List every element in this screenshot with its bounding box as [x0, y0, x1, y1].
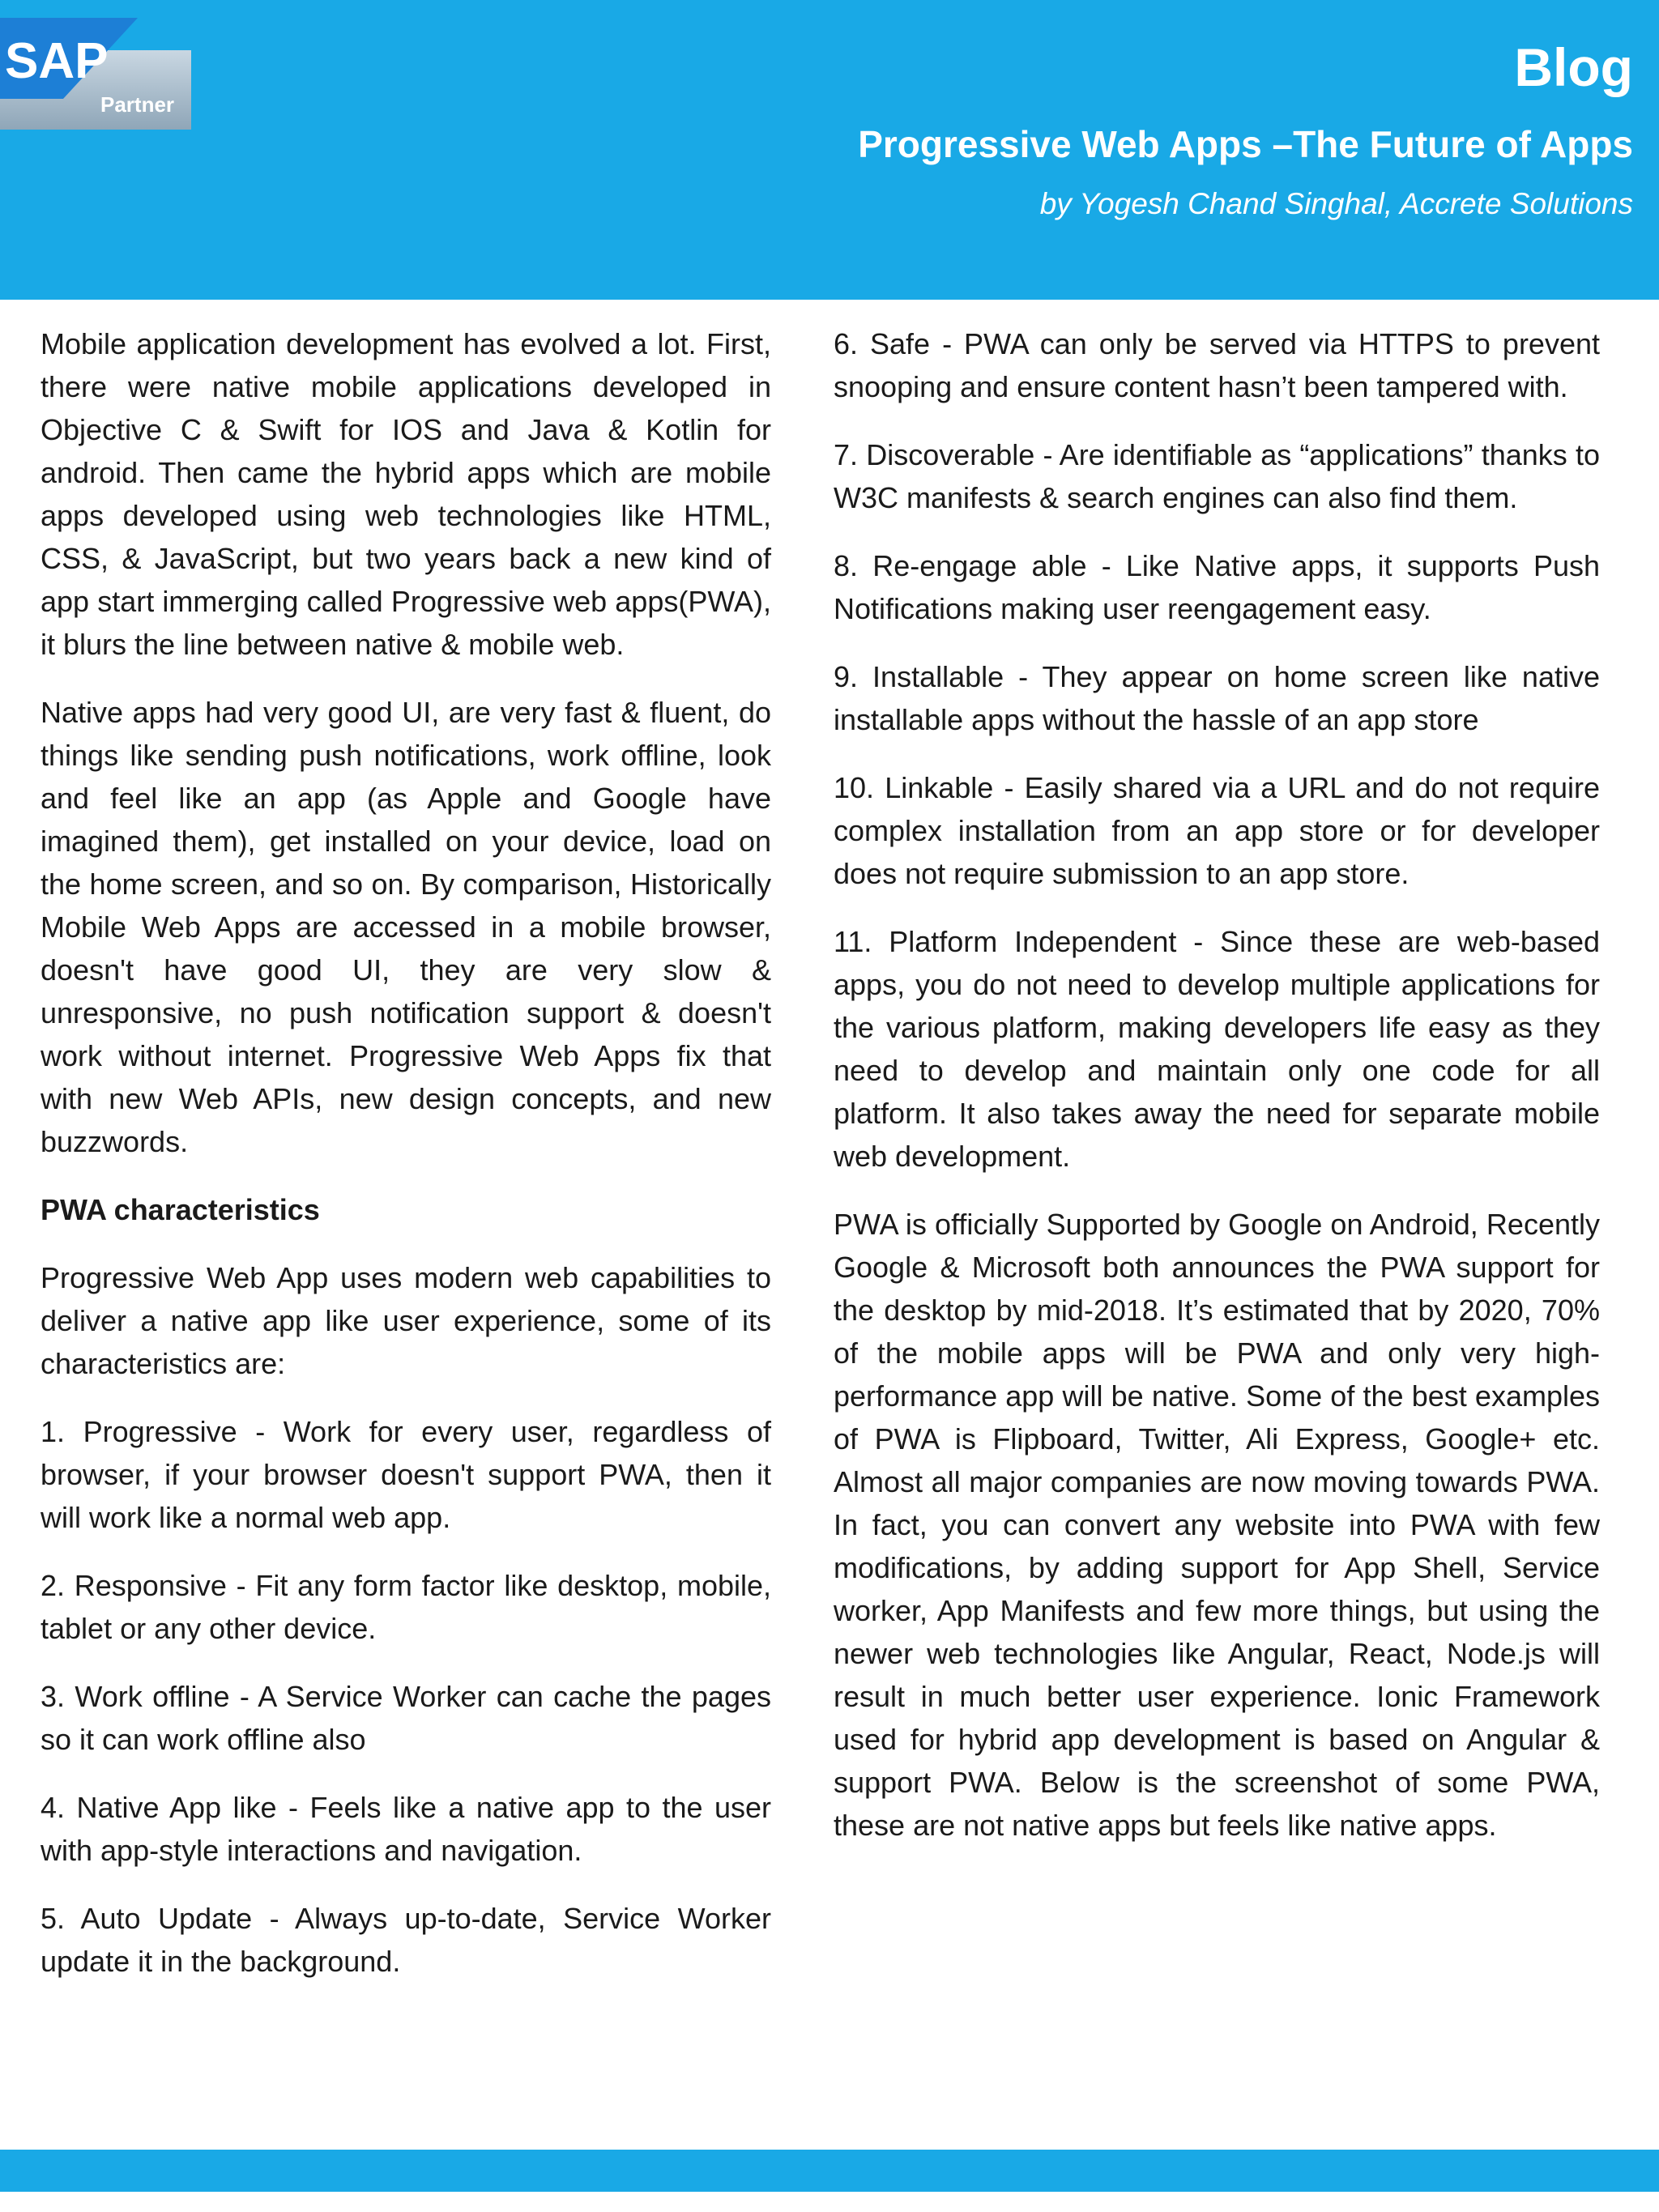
sap-partner-logo [0, 18, 191, 130]
list-item: 11. Platform Independent - Since these are web-based apps, you do not need to develop multiple applications for the various platform, making developers life easy as they need to develop and maintain only one code for all platform. It also takes away the need for separate mobile web development. [834, 925, 1600, 1173]
section-label: Blog [1514, 37, 1633, 97]
list-item: 1. Progressive - Work for every user, regardless of browser, if your browser doesn't support PWA, then it will work like a normal web app. [41, 1415, 771, 1534]
header-banner [0, 0, 1659, 300]
logo-subtitle-text: Partner [100, 92, 175, 117]
list-item: 8. Re-engage able - Like Native apps, it supports Push Notifications making user reengagement easy. [834, 549, 1600, 625]
list-item: 10. Linkable - Easily shared via a URL and do not require complex installation from an app store or for developer does not require submission to an app store. [834, 771, 1600, 890]
list-item: 5. Auto Update - Always up-to-date, Service Worker update it in the background. [41, 1902, 771, 1978]
logo-brand-text: SAP [5, 33, 109, 89]
page-title: Progressive Web Apps –The Future of Apps [858, 123, 1633, 165]
footer-bar [0, 2150, 1659, 2192]
paragraph-characteristics-intro: Progressive Web App uses modern web capabilities to deliver a native app like user experience, some of its characteristics are: [41, 1261, 771, 1380]
list-item: 9. Installable - They appear on home screen like native installable apps without the hassle of an app store [834, 660, 1600, 736]
left-column [41, 322, 771, 2008]
list-item: 7. Discoverable - Are identifiable as “applications” thanks to W3C manifests & search engines can also find them. [834, 438, 1600, 514]
byline: by Yogesh Chand Singhal, Accrete Solutions [1039, 187, 1633, 220]
section-heading: PWA characteristics [41, 1193, 320, 1226]
sap-logo-mark [0, 18, 191, 130]
list-item: 6. Safe - PWA can only be served via HTTPS to prevent snooping and ensure content hasn’t been tampered with. [834, 327, 1600, 403]
paragraph-conclusion: PWA is officially Supported by Google on Android, Recently Google & Microsoft both announces the PWA support for the desktop by mid-2018. It’s estimated that by 2020, 70% of the mobile apps will be PWA and only very high-performance app will be native. Some of the best examples of PWA is Flipboard, Twitter, Ali Express, Google+ etc. Almost all major companies are now moving towards PWA. In fact, you can convert any website into PWA with few modifications, by adding support for App Shell, Service worker, App Manifests and few more things, but using the newer web technologies like Angular, React, Node.js will result in much better user experience. Ionic Framework used for hybrid app development is based on Angular & support PWA. Below is the screenshot of some PWA, these are not native apps but feels like native apps. [834, 1208, 1600, 1842]
paragraph-native-vs-web: Native apps had very good UI, are very fast & fluent, do things like sending push notifications, work offline, look and feel like an app (as Apple and Google have imagined them), get installed on your device, load on the home screen, and so on. By comparison, Historically Mobile Web Apps are accessed in a mobile browser, doesn't have good UI, they are very slow & unresponsive, no push notification support & doesn't work without internet. Progressive Web Apps fix that with new Web APIs, new design concepts, and new buzzwords. [41, 696, 771, 1158]
list-item: 2. Responsive - Fit any form factor like desktop, mobile, tablet or any other device. [41, 1569, 771, 1645]
list-item: 4. Native App like - Feels like a native app to the user with app-style interactions and navigation. [41, 1791, 771, 1867]
list-item: 3. Work offline - A Service Worker can cache the pages so it can work offline also [41, 1680, 771, 1756]
paragraph-intro: Mobile application development has evolved a lot. First, there were native mobile applications developed in Objective C & Swift for IOS and Java & Kotlin for android. Then came the hybrid apps which are mobile apps developed using web technologies like HTML, CSS, & JavaScript, but two years back a new kind of app start immerging called Progressive web apps(PWA), it blurs the line between native & mobile web. [41, 327, 771, 661]
right-column [834, 322, 1600, 1872]
